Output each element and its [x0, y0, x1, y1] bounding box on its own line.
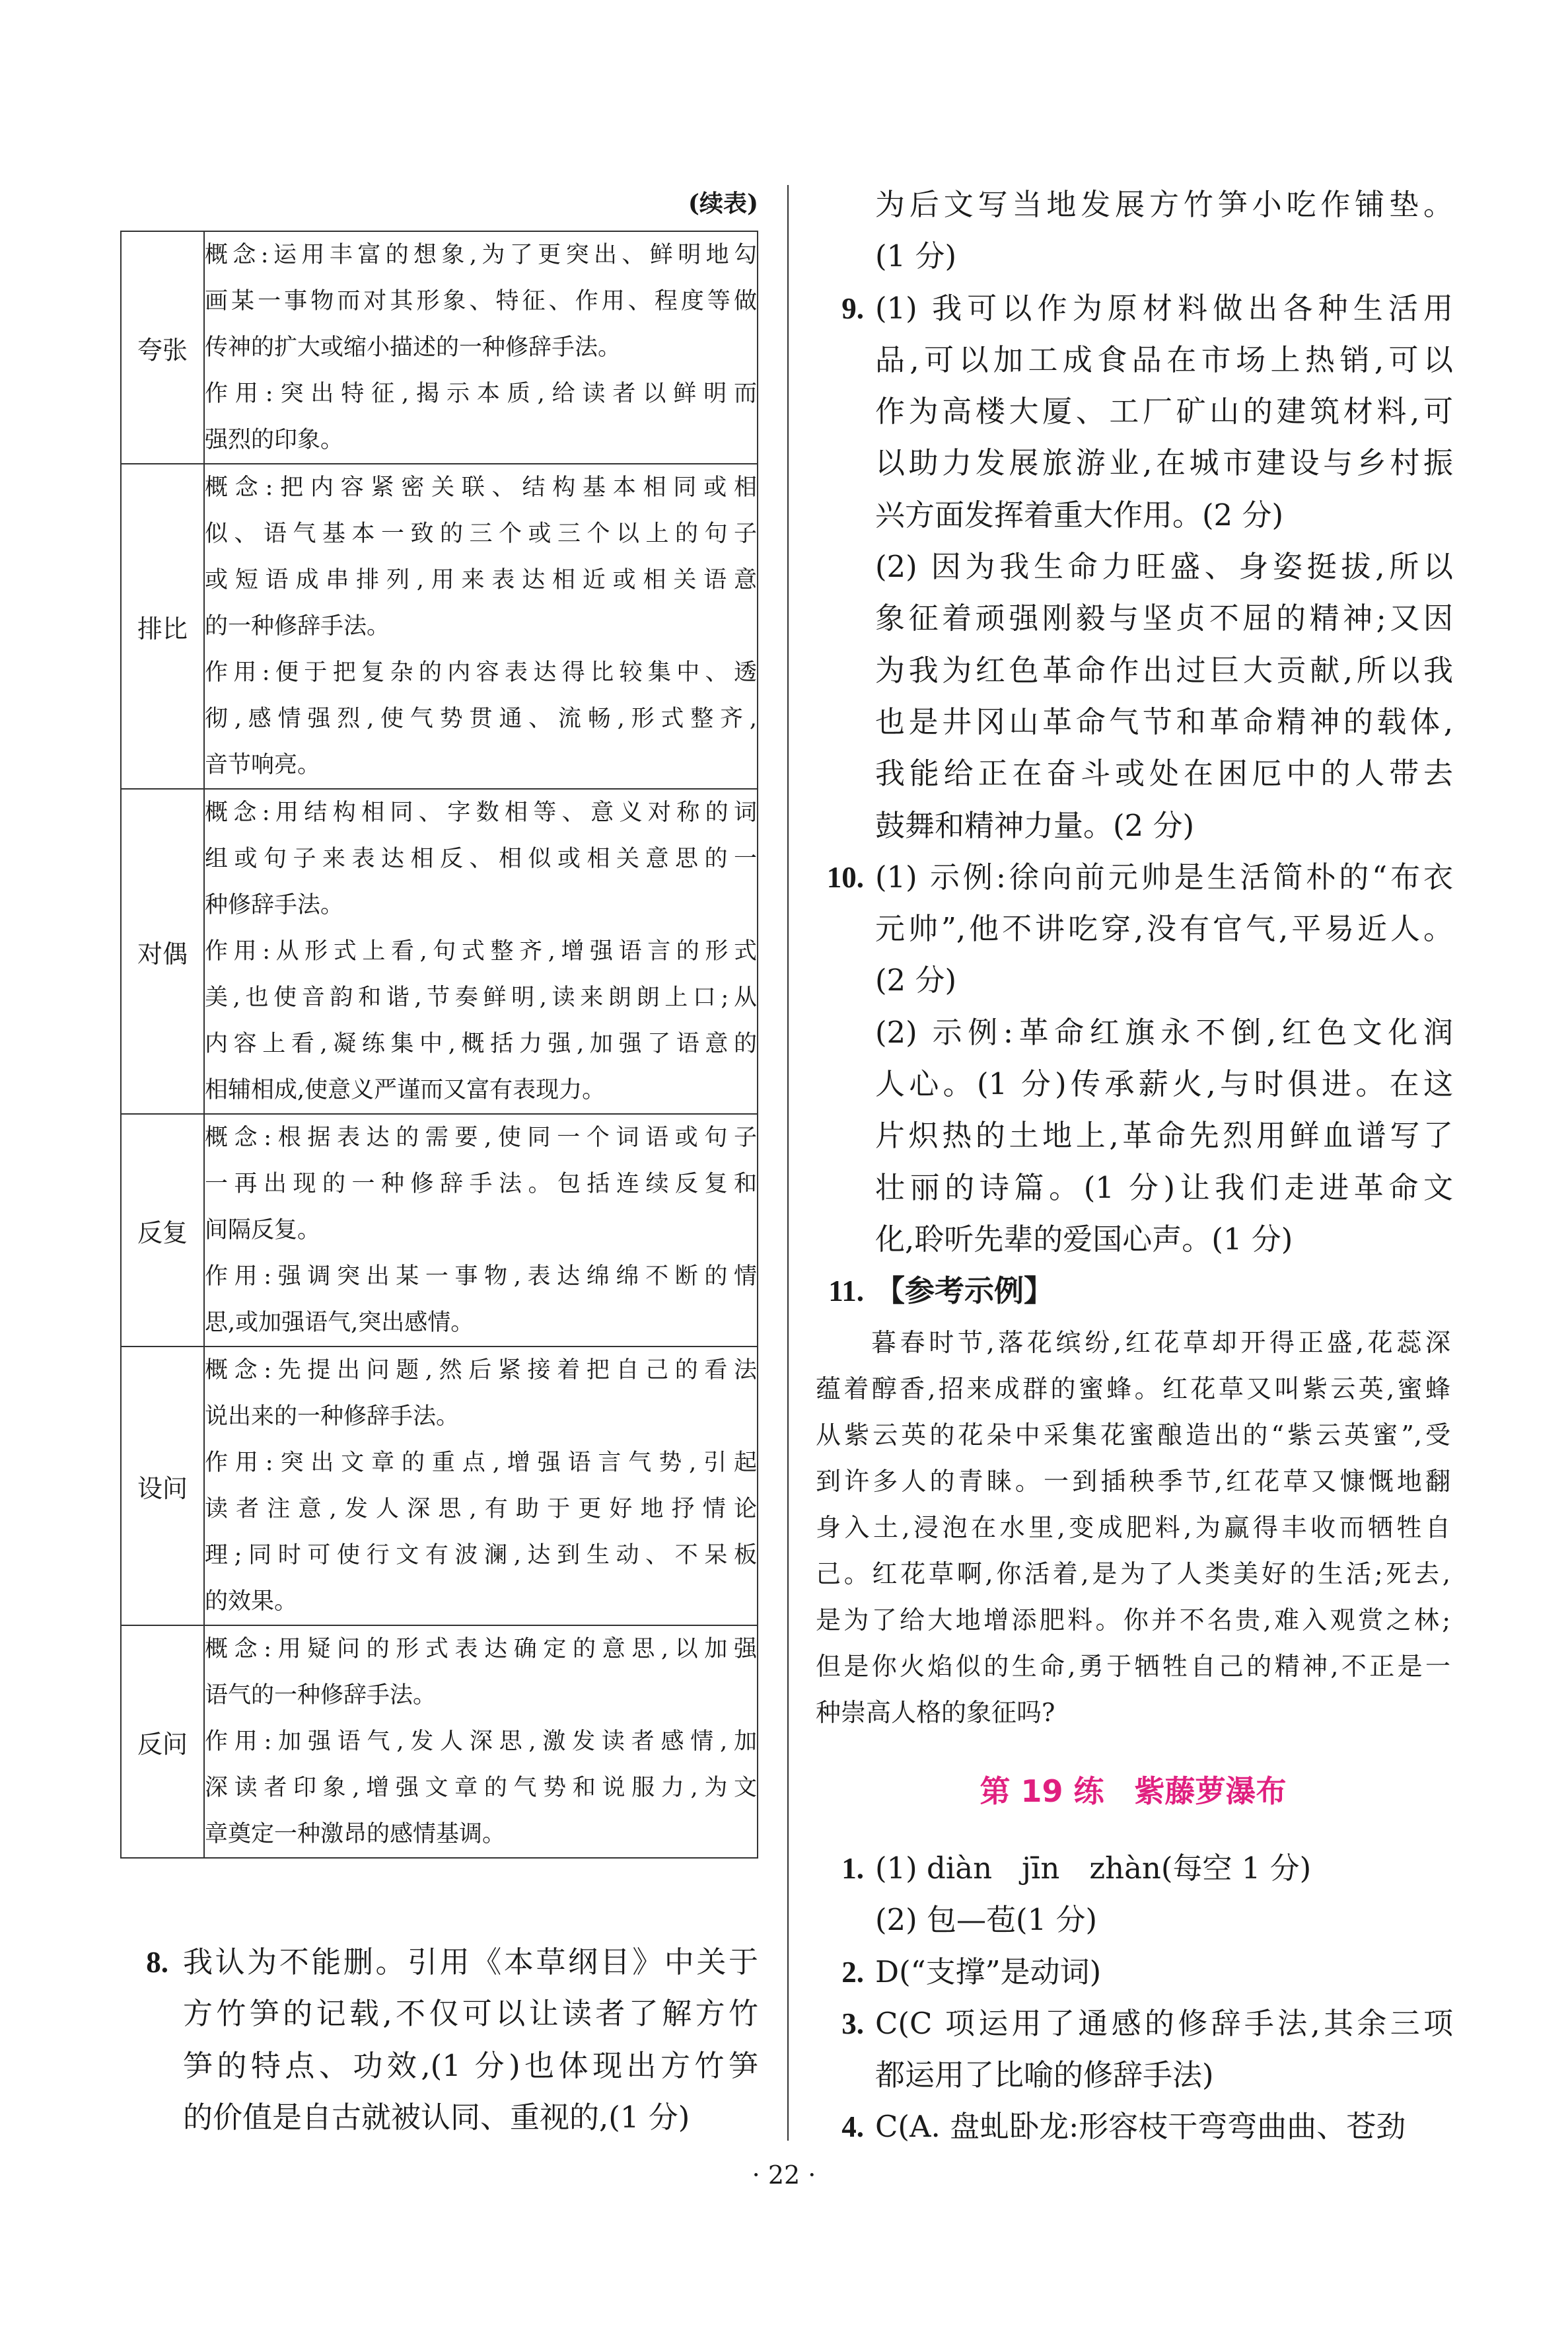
- reference-example-paragraph: [816, 1319, 1450, 1736]
- text-line: 章奠定一种激昂的感情基调。: [205, 1821, 506, 1847]
- example-line: 蕴着醇香,招来成群的蜜蜂。红花草又叫紫云英,蜜蜂: [816, 1374, 1450, 1403]
- text-line: 概念:把内容紧密关联、结构基本相同或相: [205, 474, 757, 501]
- rhetoric-term: 反问: [121, 1625, 204, 1858]
- text-line: 概念:先提出问题,然后紧接着把自己的看法: [205, 1357, 757, 1384]
- text-line: 方竹笋的记载,不仅可以让读者了解方竹: [183, 1996, 758, 2032]
- text-line: 内容上看,凝练集中,概括力强,加强了语意的: [205, 1031, 757, 1057]
- text-line: (1 分): [875, 239, 957, 274]
- text-line: 笋的特点、功效,(1 分)也体现出方竹笋: [183, 2048, 758, 2083]
- rhetoric-term: 对偶: [121, 789, 204, 1114]
- text-line: 元帅”,他不讲吃穿,没有官气,平易近人。: [875, 911, 1453, 947]
- answer-list-right-top: [793, 179, 1453, 1317]
- text-line: (2 分): [875, 963, 957, 998]
- text-line: D(“支撑”是动词): [875, 1954, 1102, 1989]
- text-line: (1) 我可以作为原材料做出各种生活用: [875, 290, 1453, 326]
- text-line: 似、语气基本一致的三个或三个以上的句子: [205, 521, 757, 547]
- answer-list-right-bottom: [793, 1843, 1453, 2153]
- rhetoric-description: [204, 1625, 758, 1858]
- text-line: 作用:便于把复杂的内容表达得比较集中、透: [205, 659, 757, 686]
- text-line: 画某一事物而对其形象、特征、作用、程度等做: [205, 288, 757, 314]
- text-line: 品,可以加工成食品在市场上热销,可以: [875, 342, 1453, 377]
- example-line: 从紫云英的花朵中采集花蜜酿造出的“紫云英蜜”,受: [816, 1421, 1450, 1450]
- example-line: 到许多人的青睐。一到插秧季节,红花草又慷慨地翻: [816, 1467, 1450, 1496]
- text-line: (1) 示例:徐向前元帅是生活简朴的“布衣: [875, 859, 1453, 895]
- question-number: 3.: [841, 2007, 864, 2040]
- question-number: 1.: [841, 1852, 864, 1885]
- text-line: (1) diàn jīn zhàn(每空 1 分): [875, 1851, 1312, 1886]
- rhetoric-term: 反复: [121, 1114, 204, 1347]
- text-line: 也是井冈山革命气节和革命精神的载体,: [875, 704, 1453, 739]
- text-line: 作用:突出文章的重点,增强语言气势,引起: [205, 1450, 757, 1476]
- text-line: 作用:突出特征,揭示本质,给读者以鲜明而: [205, 381, 757, 407]
- answer-heading: 【参考示例】: [875, 1273, 1054, 1309]
- text-line: 片炽热的土地上,革命先烈用鲜血谱写了: [875, 1118, 1453, 1154]
- section-title: 第 19 练 紫藤萝瀑布: [980, 1773, 1287, 1809]
- text-line: 概念:运用丰富的想象,为了更突出、鲜明地勾: [205, 242, 757, 268]
- text-line: 音节响亮。: [205, 752, 321, 778]
- answer-item: [793, 1946, 1453, 1998]
- text-line: C(A. 盘虬卧龙:形容枝干弯弯曲曲、苍劲: [875, 2109, 1406, 2145]
- question-number: 2.: [841, 1955, 864, 1989]
- answer-list-left: [99, 1937, 758, 2143]
- text-line: 传神的扩大或缩小描述的一种修辞手法。: [205, 334, 622, 361]
- text-line: C(C 项运用了通感的修辞手法,其余三项: [875, 2005, 1453, 2041]
- rhetoric-devices-table: [120, 231, 758, 1859]
- answer-item: [793, 1998, 1453, 2102]
- table-row: [121, 231, 758, 464]
- text-line: 理;同时可使行文有波澜,达到生动、不呆板: [205, 1542, 757, 1568]
- table-row: [121, 1347, 758, 1625]
- answer-item: [793, 179, 1453, 283]
- text-line: 鼓舞和精神力量。(2 分): [875, 807, 1195, 843]
- text-line: 兴方面发挥着重大作用。(2 分): [875, 497, 1284, 533]
- text-line: 象征着顽强刚毅与坚贞不屈的精神;又因: [875, 601, 1453, 636]
- rhetoric-description: [204, 231, 758, 464]
- text-line: 组或句子来表达相反、相似或相关意思的一: [205, 846, 757, 872]
- text-line: 说出来的一种修辞手法。: [205, 1403, 460, 1430]
- question-number: 9.: [841, 291, 864, 325]
- text-line: 的效果。: [205, 1588, 298, 1615]
- text-line: 我能给正在奋斗或处在困厄中的人带去: [875, 756, 1453, 792]
- question-number: 8.: [146, 1946, 168, 1979]
- example-line: 暮春时节,落花缤纷,红花草却开得正盛,花蕊深: [871, 1328, 1450, 1357]
- text-line: (2) 包—苞(1 分): [875, 1902, 1098, 1938]
- text-line: 语气的一种修辞手法。: [205, 1682, 437, 1709]
- answer-item: [793, 2101, 1453, 2153]
- text-line: 概念:用疑问的形式表达确定的意思,以加强: [205, 1636, 757, 1662]
- text-line: 强烈的印象。: [205, 427, 344, 453]
- answer-item: [793, 852, 1453, 1265]
- text-line: 以助力发展旅游业,在城市建设与乡村振: [875, 445, 1453, 481]
- page-number: · 22 ·: [752, 2160, 816, 2190]
- text-line: 或短语成串排列,用来表达相近或相关语意: [205, 567, 757, 593]
- rhetoric-term: 设问: [121, 1347, 204, 1625]
- text-line: 的一种修辞手法。: [205, 613, 390, 640]
- text-line: 作用:从形式上看,句式整齐,增强语言的形式: [205, 938, 757, 965]
- rhetoric-description: [204, 464, 758, 789]
- text-line: 彻,感情强烈,使气势贯通、流畅,形式整齐,: [205, 706, 757, 732]
- text-line: (2) 因为我生命力旺盛、身姿挺拔,所以: [875, 549, 1453, 585]
- text-line: 一再出现的一种修辞手法。包括连续反复和: [205, 1171, 757, 1197]
- table-row: [121, 464, 758, 789]
- rhetoric-term: 排比: [121, 464, 204, 789]
- question-number: 11.: [828, 1274, 864, 1308]
- column-divider: [787, 185, 789, 2141]
- text-line: 作用:强调突出某一事物,表达绵绵不断的情: [205, 1263, 757, 1290]
- example-line: 身入土,浸泡在水里,变成肥料,为赢得丰收而牺牲自: [816, 1513, 1450, 1542]
- question-number: 10.: [826, 860, 864, 894]
- example-line: 种崇高人格的象征吗?: [816, 1698, 1055, 1727]
- rhetoric-description: [204, 789, 758, 1114]
- text-line: 概念:用结构相同、字数相等、意义对称的词: [205, 799, 757, 826]
- text-line: (2) 示例:革命红旗永不倒,红色文化润: [875, 1014, 1453, 1050]
- text-line: 为我为红色革命作出过巨大贡献,所以我: [875, 652, 1453, 688]
- rhetoric-description: [204, 1347, 758, 1625]
- answer-item: [793, 283, 1453, 852]
- example-line: 己。红花草啊,你活着,是为了人类美好的生活;死去,: [816, 1559, 1450, 1588]
- example-line: 但是你火焰似的生命,勇于牺牲自己的精神,不正是一: [816, 1652, 1450, 1681]
- question-number: 4.: [841, 2110, 864, 2144]
- text-line: 化,聆听先辈的爱国心声。(1 分): [875, 1221, 1293, 1257]
- text-line: 为后文写当地发展方竹笋小吃作铺垫。: [875, 187, 1453, 222]
- text-line: 都运用了比喻的修辞手法): [875, 2057, 1214, 2093]
- text-line: 的价值是自古就被认同、重视的,(1 分): [183, 2099, 690, 2135]
- table-row: [121, 1625, 758, 1858]
- table-row: [121, 789, 758, 1114]
- text-line: 思,或加强语气,突出感情。: [205, 1310, 474, 1336]
- text-line: 概念:根据表达的需要,使同一个词语或句子: [205, 1125, 757, 1151]
- text-line: 人心。(1 分)传承薪火,与时俱进。在这: [875, 1066, 1453, 1102]
- text-line: 美,也使音韵和谐,节奏鲜明,读来朗朗上口;从: [205, 984, 757, 1011]
- text-line: 我认为不能删。引用《本草纲目》中关于: [183, 1944, 758, 1979]
- continued-table-label: (续表): [688, 190, 758, 217]
- answer-item: [793, 1265, 1453, 1317]
- rhetoric-description: [204, 1114, 758, 1347]
- rhetoric-term: 夸张: [121, 231, 204, 464]
- text-line: 作为高楼大厦、工厂矿山的建筑材料,可: [875, 394, 1453, 429]
- example-line: 是为了给大地增添肥料。你并不名贵,难入观赏之林;: [816, 1605, 1450, 1635]
- text-line: 深读者印象,增强文章的气势和说服力,为文: [205, 1775, 757, 1801]
- answer-item: [99, 1937, 758, 2143]
- text-line: 壮丽的诗篇。(1 分)让我们走进革命文: [875, 1169, 1453, 1205]
- text-line: 读者注意,发人深思,有助于更好地抒情论: [205, 1496, 757, 1522]
- text-line: 种修辞手法。: [205, 892, 344, 918]
- text-line: 间隔反复。: [205, 1217, 321, 1243]
- answer-item: [793, 1843, 1453, 1946]
- table-row: [121, 1114, 758, 1347]
- text-line: 作用:加强语气,发人深思,激发读者感情,加: [205, 1728, 757, 1755]
- text-line: 相辅相成,使意义严谨而又富有表现力。: [205, 1077, 606, 1103]
